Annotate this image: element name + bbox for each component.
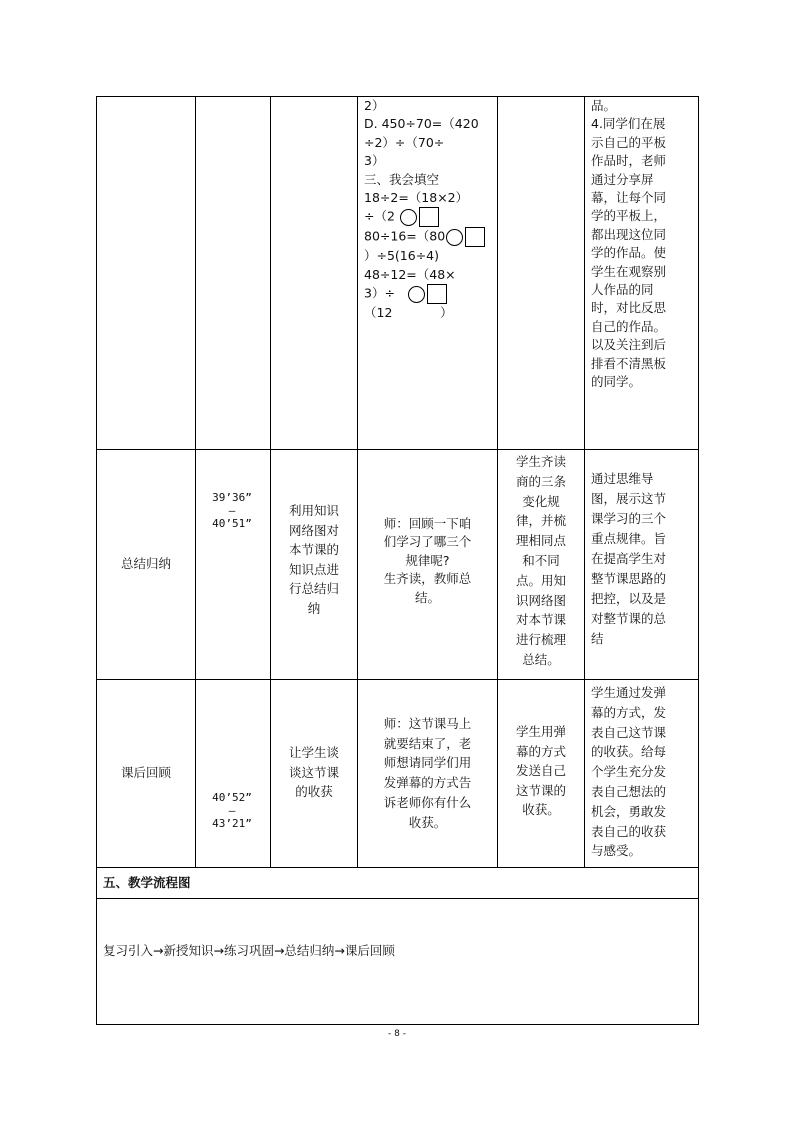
purpose-line: 品。 bbox=[591, 98, 617, 113]
exercise-line: 48÷12=（48× bbox=[364, 266, 456, 282]
purpose-line: 学的平板上， bbox=[591, 208, 667, 224]
purpose-line: 的收获。给每 bbox=[591, 744, 667, 760]
goal-line: 的收获 bbox=[295, 784, 333, 799]
purpose-cell-3 bbox=[591, 683, 697, 861]
goal-cell bbox=[271, 501, 357, 618]
exercise-text: ÷（2 bbox=[364, 208, 395, 224]
student-line: 商的三条 bbox=[515, 473, 566, 489]
teacher-cell bbox=[358, 714, 497, 832]
purpose-line: 学生在观察别 bbox=[591, 263, 667, 279]
purpose-line: 的同学。 bbox=[591, 374, 642, 390]
time-start: 39’36” bbox=[212, 491, 252, 504]
teacher-line: 师想请同学们用 bbox=[383, 755, 472, 771]
purpose-line: 通过思维导 bbox=[591, 471, 654, 486]
purpose-line: 表自己的收获 bbox=[591, 823, 667, 839]
exercise-line: D. 450÷70=（420 bbox=[364, 116, 479, 132]
student-line: 这节课的 bbox=[515, 782, 566, 798]
time-dash: – bbox=[228, 804, 236, 817]
student-line: 和不同 bbox=[522, 552, 560, 568]
purpose-line: 表自己想法的 bbox=[591, 783, 667, 799]
table-bottom-border bbox=[96, 1024, 699, 1025]
answer-circle bbox=[446, 229, 463, 246]
goal-line: 利用知识 bbox=[288, 503, 339, 518]
purpose-line: 课学习的三个 bbox=[591, 511, 667, 526]
time-end: 43’21” bbox=[212, 817, 252, 830]
exercise-line: 18÷2=（18×2） bbox=[364, 190, 469, 206]
purpose-line: 自己的作品。 bbox=[591, 318, 667, 334]
student-line: 律，并梳 bbox=[515, 513, 566, 529]
purpose-line: 以及关注到后 bbox=[591, 337, 667, 353]
purpose-line: 时，对比反思 bbox=[591, 300, 667, 316]
purpose-cell-1 bbox=[591, 97, 697, 392]
teacher-line: 师：这节课马上 bbox=[383, 716, 472, 731]
purpose-line: 表自己这节课 bbox=[591, 724, 667, 740]
goal-line: 本节课的 bbox=[288, 542, 339, 557]
goal-line: 纳 bbox=[307, 600, 321, 616]
goal-line: 行总结归 bbox=[288, 581, 339, 596]
student-line: 理相同点 bbox=[515, 533, 566, 549]
row-divider-1 bbox=[96, 449, 699, 450]
exercise-text: ） bbox=[440, 305, 453, 321]
purpose-line: 整节课思路的 bbox=[591, 571, 667, 586]
purpose-line: 结 bbox=[591, 631, 604, 646]
goal-line: 网络图对 bbox=[288, 522, 339, 538]
time-end: 40’51” bbox=[212, 517, 252, 530]
student-line: 识网络图 bbox=[515, 592, 566, 608]
goal-line: 让学生谈 bbox=[288, 745, 339, 760]
exercise-line: ）÷5(16÷4) bbox=[364, 248, 440, 264]
time-start: 40’52” bbox=[212, 791, 252, 804]
teacher-cell bbox=[358, 515, 497, 607]
answer-box bbox=[465, 227, 485, 247]
row-divider-4 bbox=[96, 898, 699, 899]
purpose-line: 学的作品。使 bbox=[591, 245, 667, 261]
purpose-line: 重点规律。旨 bbox=[591, 531, 667, 546]
exercise-line-blank-1 bbox=[364, 207, 496, 227]
student-line: 发送自己 bbox=[515, 763, 566, 779]
purpose-line: 机会，勇敢发 bbox=[591, 803, 667, 819]
teacher-line: 诉老师你有什么 bbox=[383, 794, 472, 810]
stage-label: 总结归纳 bbox=[120, 556, 171, 571]
teacher-line: 就要结束了，老 bbox=[383, 735, 472, 751]
purpose-line: 作品时，老师 bbox=[591, 153, 667, 169]
row-divider-3 bbox=[96, 867, 699, 868]
student-line: 学生齐读 bbox=[515, 454, 566, 469]
purpose-line: 图，展示这节 bbox=[591, 491, 667, 506]
flow-chart-text: 复习引入→新授知识→练习巩固→总结归纳→课后回顾 bbox=[103, 943, 395, 958]
purpose-line: 学生通过发弹 bbox=[591, 685, 667, 700]
teacher-line: 收获。 bbox=[408, 814, 447, 830]
student-line: 进行梳理 bbox=[515, 632, 566, 648]
answer-circle bbox=[400, 209, 417, 226]
time-dash: – bbox=[228, 504, 236, 517]
purpose-line: 都出现这位同 bbox=[591, 226, 667, 242]
exercise-text: 3）÷ bbox=[364, 285, 395, 301]
section-title: 五、教学流程图 bbox=[103, 875, 191, 890]
exercise-text: 80÷16=（80 bbox=[364, 228, 446, 244]
exercise-text: （12 bbox=[364, 305, 393, 321]
purpose-line: 在提高学生对 bbox=[591, 551, 667, 566]
teacher-line: 发弹幕的方式告 bbox=[383, 775, 472, 791]
purpose-line: 排看不清黑板 bbox=[591, 355, 667, 371]
time-range bbox=[197, 791, 267, 830]
purpose-line: 幕的方式，发 bbox=[591, 704, 667, 720]
purpose-line: 与感受。 bbox=[591, 843, 642, 859]
col-divider-1 bbox=[195, 96, 196, 868]
exercise-line: 3） bbox=[364, 153, 385, 169]
student-cell bbox=[498, 452, 584, 670]
student-line: 收获。 bbox=[522, 802, 560, 818]
goal-cell bbox=[271, 743, 357, 802]
table-right-border bbox=[698, 96, 699, 1025]
student-line: 幕的方式 bbox=[515, 743, 566, 759]
goal-line: 知识点进 bbox=[288, 561, 339, 577]
exercise-line: ÷2）÷（70÷ bbox=[364, 134, 445, 150]
exercise-line-blank-2 bbox=[364, 227, 496, 247]
student-line: 对本节课 bbox=[515, 612, 566, 628]
student-line: 变化规 bbox=[522, 493, 560, 509]
purpose-line: 幕，让每个同 bbox=[591, 190, 667, 206]
teacher-line: 规律呢? bbox=[405, 552, 450, 568]
purpose-line: 4.同学们在展 bbox=[591, 116, 666, 132]
purpose-line: 人作品的同 bbox=[591, 282, 654, 298]
row-divider-2 bbox=[96, 679, 699, 680]
col-divider-5 bbox=[584, 96, 585, 868]
teacher-line: 们学习了哪三个 bbox=[383, 534, 472, 550]
purpose-line: 把控，以及是 bbox=[591, 591, 667, 606]
exercise-heading: 三、我会填空 bbox=[364, 171, 440, 187]
stage-label: 课后回顾 bbox=[120, 765, 171, 780]
exercise-line-last bbox=[364, 304, 496, 322]
purpose-cell-2 bbox=[591, 469, 697, 649]
teacher-line: 结。 bbox=[414, 589, 440, 605]
exercise-line-blank-3 bbox=[364, 284, 496, 304]
purpose-line: 示自己的平板 bbox=[591, 134, 667, 150]
goal-line: 谈这节课 bbox=[288, 764, 339, 780]
teacher-line: 师：回顾一下咱 bbox=[383, 516, 472, 531]
student-line: 点。用知 bbox=[515, 572, 566, 588]
answer-box bbox=[427, 284, 447, 304]
student-line: 总结。 bbox=[522, 651, 560, 667]
answer-box bbox=[419, 207, 439, 227]
time-range bbox=[197, 491, 267, 530]
purpose-line: 个学生充分发 bbox=[591, 764, 667, 780]
student-line: 学生用弹 bbox=[515, 724, 566, 739]
exercise-line: 2） bbox=[364, 98, 385, 113]
purpose-line: 对整节课的总 bbox=[591, 611, 667, 626]
exercise-cell bbox=[364, 97, 496, 323]
purpose-line: 通过分享屏 bbox=[591, 171, 654, 187]
page-number: - 8 - bbox=[388, 1029, 406, 1039]
answer-circle bbox=[408, 286, 425, 303]
teacher-line: 生齐读，教师总 bbox=[383, 571, 472, 587]
student-cell bbox=[498, 722, 584, 820]
